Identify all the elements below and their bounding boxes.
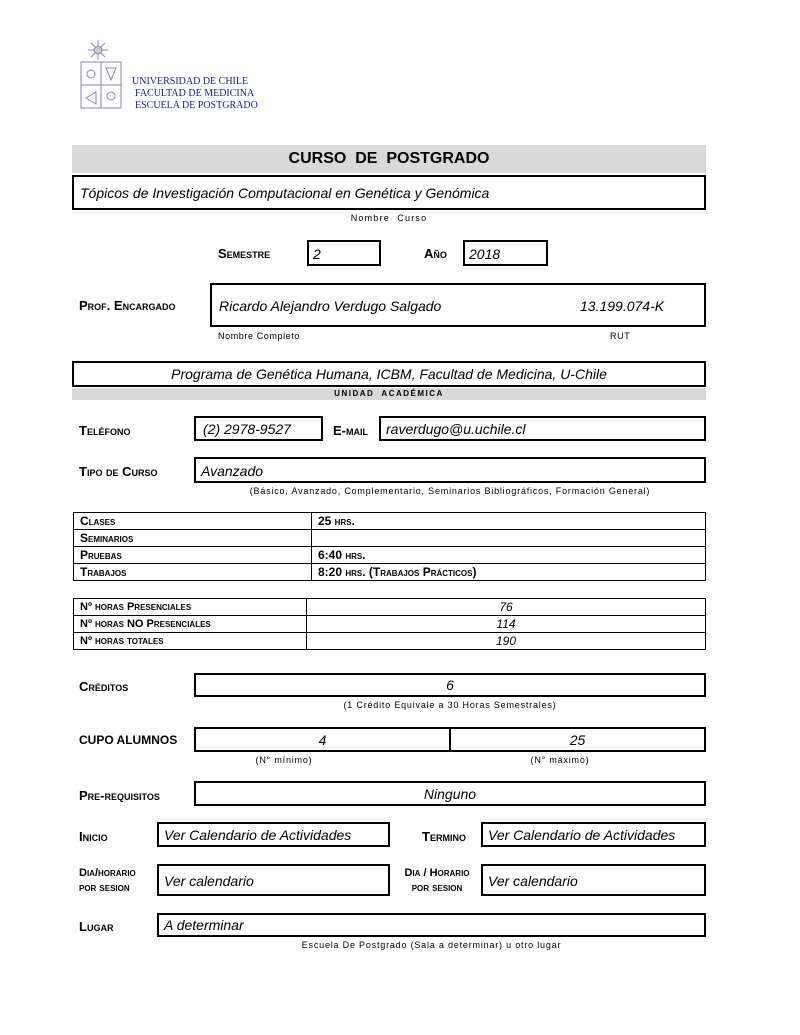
totals-label-totales: Nº horas totales [74,633,307,650]
prereq-field[interactable] [194,781,706,806]
table-row [74,547,706,564]
course-type-label: Tipo de Curso [79,464,158,479]
professor-rut-value: 13.199.074-K [580,298,665,314]
totals-table [73,598,706,650]
quota-min-value: 4 [318,732,327,748]
year-label: Año [424,246,447,261]
quota-min-caption: (N° mínimo) [255,755,313,765]
semester-field[interactable] [307,240,381,266]
place-label: Lugar [79,919,114,934]
start-field[interactable] [157,822,390,847]
university-line-3: ESCUELA DE POSTGRADO [135,100,258,111]
schedule-label-2-line-a: Dia / Horario [404,867,470,879]
hours-label-pruebas: Pruebas [74,547,312,564]
year-field[interactable] [463,240,548,266]
hours-value-trabajos[interactable]: 8:20 hrs. (Trabajos Prácticos) [312,564,706,581]
professor-name-caption: Nombre Completo [218,331,301,341]
credits-caption: (1 Crédito Equivale a 30 Horas Semestrales) [343,700,557,710]
schedule-value-1: Ver calendario [164,873,254,889]
university-line-2: FACULTAD DE MEDICINA [135,88,255,99]
hours-label-clases: Clases [74,513,312,530]
table-row [74,564,706,581]
table-row [74,513,706,530]
schedule-label-2 [396,866,478,896]
quota-max-value: 25 [569,732,586,748]
email-label: E-mail [333,423,368,438]
phone-field[interactable] [194,416,323,441]
university-logo [78,38,124,112]
prereq-label: Pre-requisitos [79,788,160,803]
phone-label: Teléfono [79,423,131,438]
totals-value-no-presenciales[interactable]: 114 [307,616,706,633]
professor-label: Prof. Encargado [79,298,176,313]
hours-value-seminarios[interactable] [312,530,706,547]
end-value: Ver Calendario de Actividades [488,827,676,843]
credits-value: 6 [446,677,454,693]
table-row [74,599,706,616]
academic-unit-caption: UNIDAD ACADÉMICA [72,388,706,400]
totals-label-presenciales: Nº horas Presenciales [74,599,307,616]
place-value: A determinar [164,917,244,933]
place-caption: Escuela De Postgrado (Sala a determinar) u otro lugar [301,940,562,950]
year-value: 2018 [469,246,501,262]
end-field[interactable] [481,822,706,847]
professor-name-value: Ricardo Alejandro Verdugo Salgado [219,298,442,314]
credits-field[interactable] [194,673,706,697]
semester-label: Semestre [218,246,271,261]
course-name-field[interactable] [72,175,706,210]
semester-value: 2 [313,246,321,262]
course-type-field[interactable] [194,457,706,483]
schedule-label-1 [79,866,136,896]
university-name [132,76,258,112]
start-value: Ver Calendario de Actividades [164,827,352,843]
totals-label-no-presenciales: Nº horas NO Presenciales [74,616,307,633]
credits-label: Créditos [79,679,129,694]
email-field[interactable] [379,416,706,441]
email-value: raverdugo@u.uchile.cl [386,421,526,437]
quota-max-caption: (N° máximo) [530,755,590,765]
hours-value-pruebas[interactable]: 6:40 hrs. [312,547,706,564]
professor-rut-caption: RUT [610,331,631,341]
place-field[interactable] [157,913,706,937]
university-seal-icon [78,38,124,112]
academic-unit-value: Programa de Genética Humana, ICBM, Facultad de Medicina, U-Chile [171,366,607,382]
quota-label: CUPO ALUMNOS [79,733,178,747]
totals-value-presenciales[interactable]: 76 [307,599,706,616]
schedule-label-2-line-b: por sesion [411,882,463,894]
hours-label-trabajos: Trabajos [74,564,312,581]
course-type-caption: (Básico, Avanzado, Complementario, Seminarios Bibliográficos, Formación General) [249,486,651,496]
course-type-value: Avanzado [201,463,264,479]
phone-value: (2) 2978-9527 [203,421,291,437]
course-name-value: Tópicos de Investigación Computacional en Genética y Genómica [80,185,490,201]
schedule-label-1-line-b: por sesion [79,882,130,894]
end-label: Termino [422,829,466,844]
table-row [74,530,706,547]
professor-field[interactable] [210,283,706,327]
quota-max-field[interactable] [449,727,706,752]
schedule-field-2[interactable] [481,864,706,896]
academic-unit-field[interactable] [72,361,706,387]
totals-value-totales[interactable]: 190 [307,633,706,650]
schedule-value-2: Ver calendario [488,873,578,889]
schedule-field-1[interactable] [157,864,390,896]
table-row [74,633,706,650]
hours-label-seminarios: Seminarios [74,530,312,547]
course-name-caption: Nombre Curso [350,213,428,223]
table-row [74,616,706,633]
hours-value-clases[interactable]: 25 hrs. [312,513,706,530]
hours-table [73,512,706,581]
prereq-value: Ninguno [423,786,477,802]
form-title: CURSO DE POSTGRADO [288,150,490,167]
university-line-1: UNIVERSIDAD DE CHILE [132,76,249,87]
quota-min-field[interactable] [194,727,451,752]
start-label: Inicio [79,829,108,844]
schedule-label-1-line-a: Dia/horario [79,867,136,879]
